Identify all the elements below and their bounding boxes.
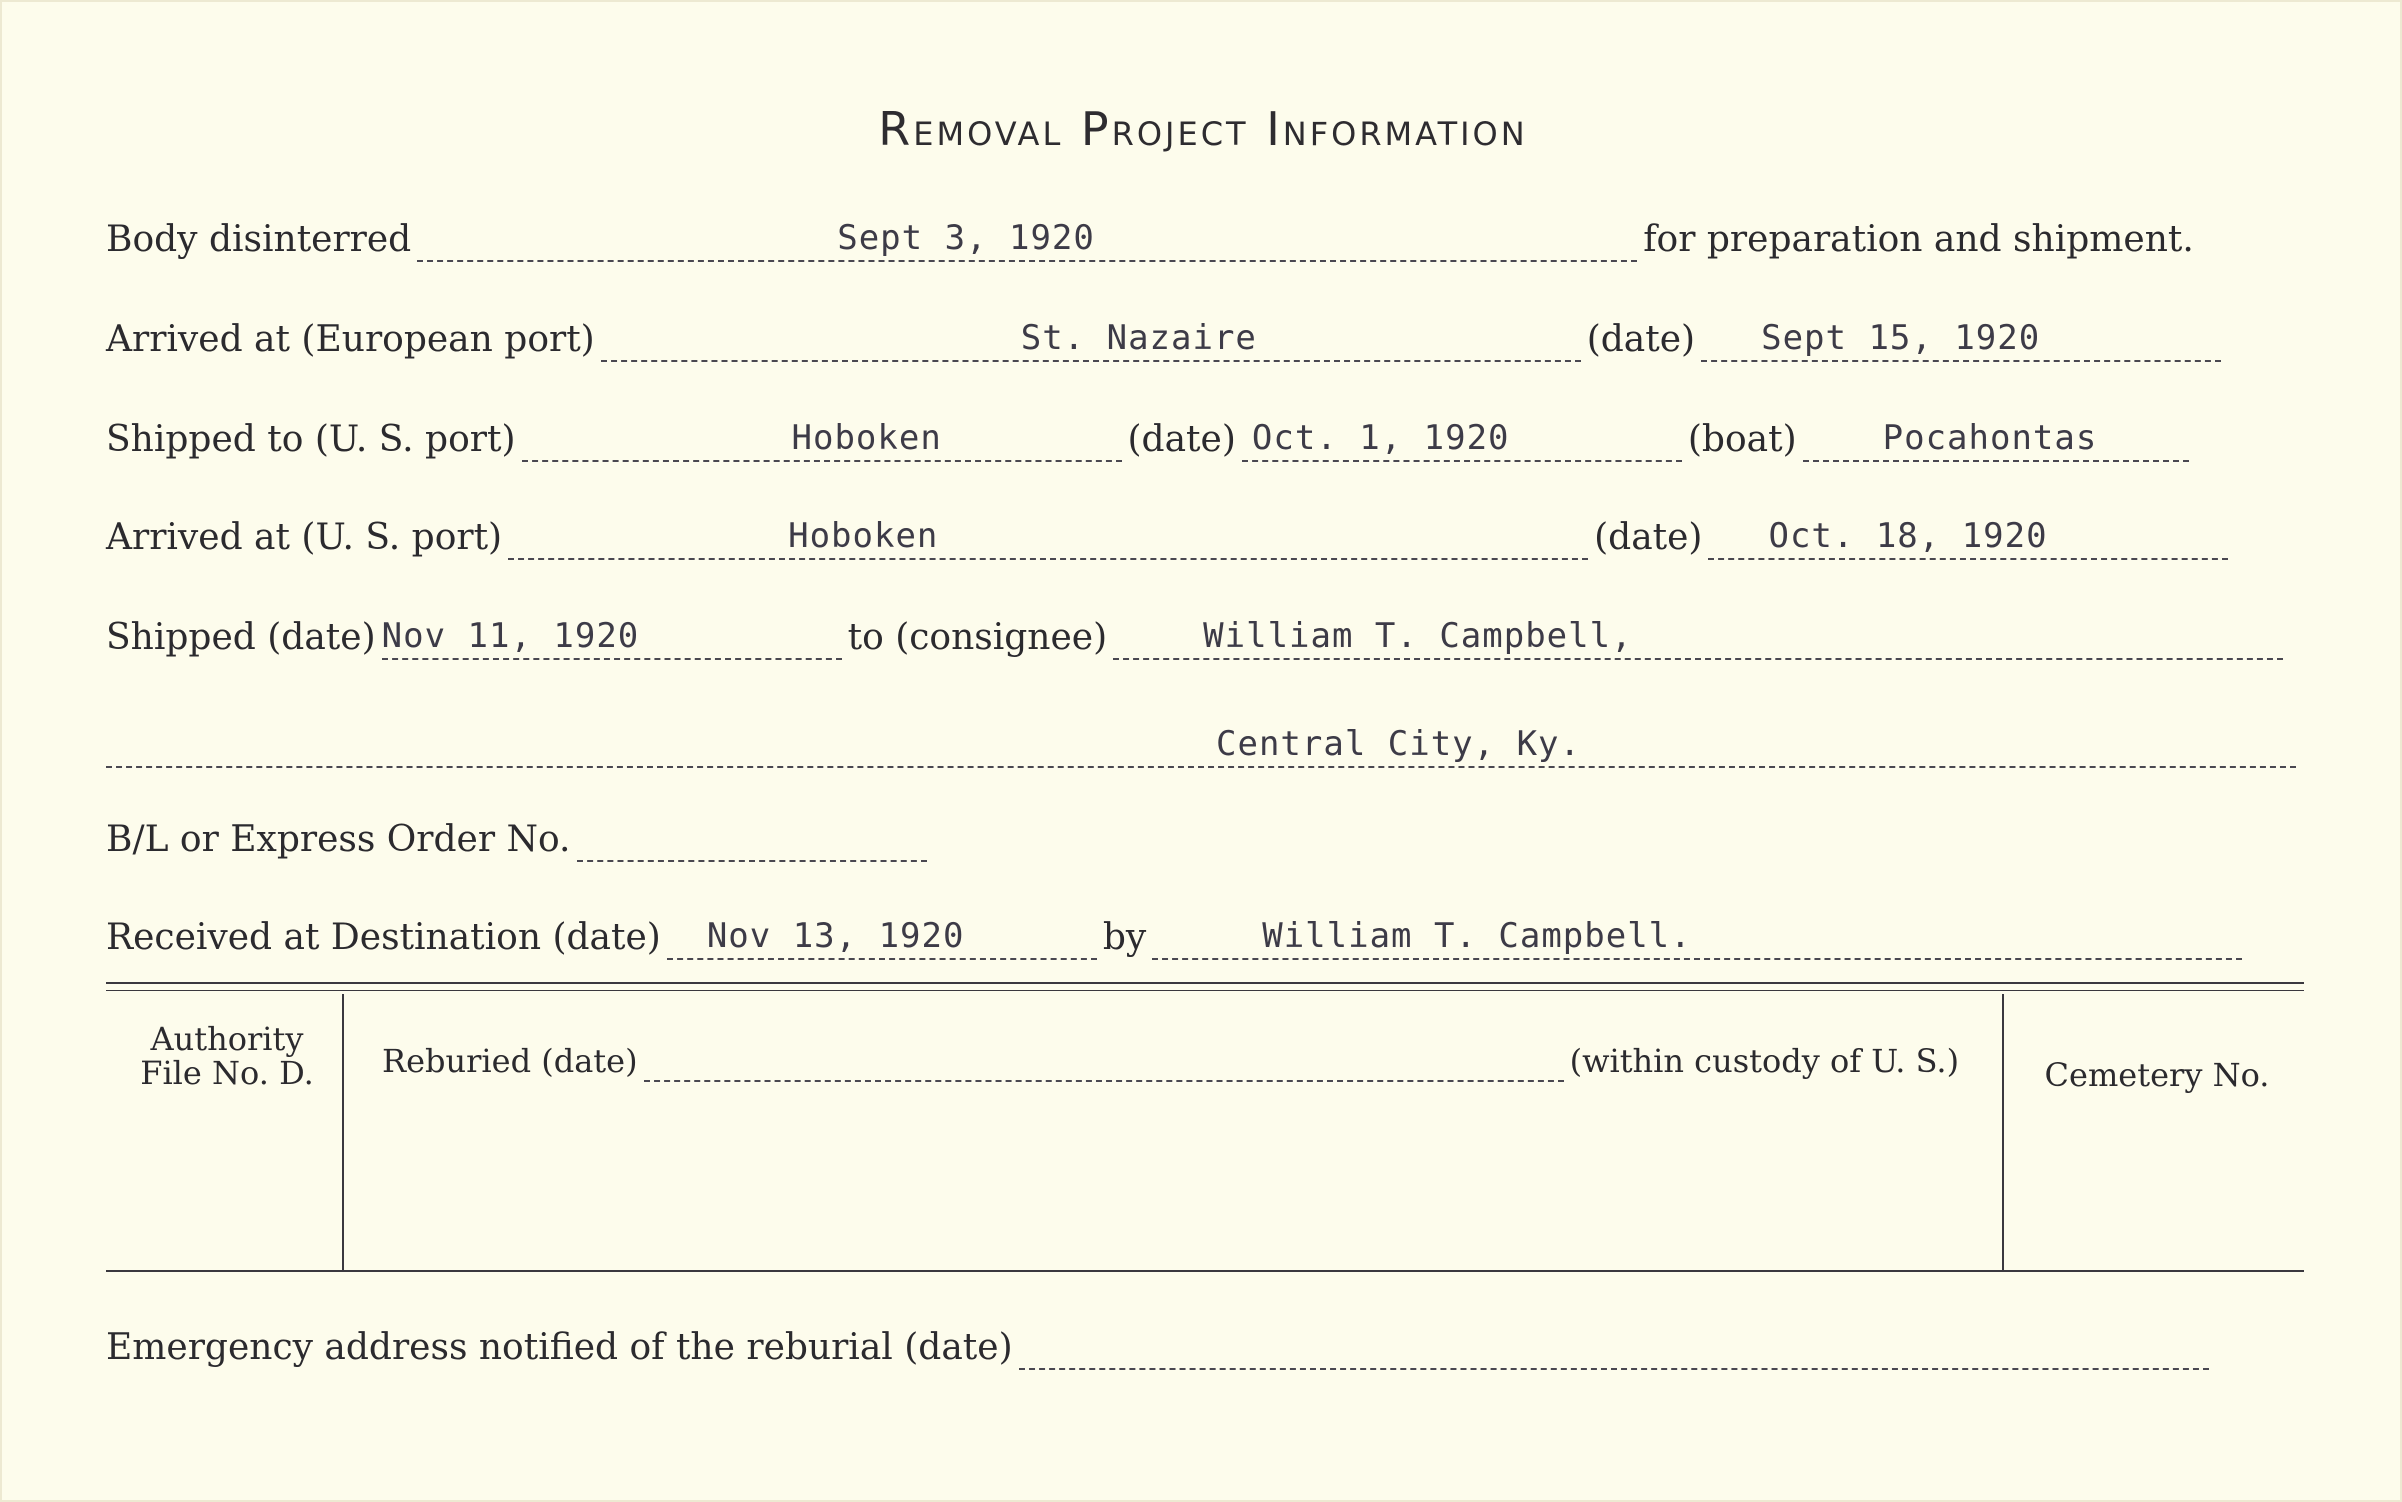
arrived-european-label: Arrived at (European port) xyxy=(106,319,595,360)
arrived-european-port-value: St. Nazaire xyxy=(1020,318,1257,358)
authority-line-2: File No. D. xyxy=(140,1054,314,1092)
arrived-european-date-label: (date) xyxy=(1586,319,1696,360)
shipped-us-port-value: Hoboken xyxy=(791,418,942,458)
body-disinterred-label: Body disinterred xyxy=(106,219,412,260)
arrived-european-date-value: Sept 15, 1920 xyxy=(1761,318,2041,358)
received-date-value: Nov 13, 1920 xyxy=(706,916,965,956)
body-disinterred-value: Sept 3, 1920 xyxy=(837,218,1095,258)
box-top-rule-2 xyxy=(106,990,2304,991)
received-label: Received at Destination (date) xyxy=(106,917,661,958)
reburied-label: Reburied (date) xyxy=(382,1042,638,1080)
shipped-us-label: Shipped to (U. S. port) xyxy=(106,419,516,460)
received-by-field[interactable] xyxy=(1152,912,2242,960)
arrived-us-label: Arrived at (U. S. port) xyxy=(106,517,503,558)
arrived-us-date-field[interactable] xyxy=(1708,512,2228,560)
arrived-european-port-field[interactable] xyxy=(601,314,1581,362)
row-body-disinterred xyxy=(106,202,2306,262)
shipped-date-label: Shipped (date) xyxy=(106,617,376,658)
box-top-rule xyxy=(106,982,2304,984)
shipped-date-value: Nov 11, 1920 xyxy=(381,616,640,656)
row-received xyxy=(106,900,2306,960)
bl-field[interactable] xyxy=(577,814,927,862)
shipped-us-date-label: (date) xyxy=(1127,419,1236,460)
shipped-us-port-field[interactable] xyxy=(522,414,1122,462)
emergency-label: Emergency address notified of the reburial (date) xyxy=(106,1327,1013,1368)
row-shipped-us xyxy=(106,402,2306,462)
boat-field[interactable] xyxy=(1803,414,2189,462)
arrived-european-date-field[interactable] xyxy=(1701,314,2221,362)
arrived-us-date-value: Oct. 18, 1920 xyxy=(1768,516,2048,556)
row-shipped-date xyxy=(106,600,2306,660)
cemetery-label: Cemetery No. xyxy=(2044,1056,2270,1094)
authority-file-label xyxy=(122,1022,332,1090)
shipped-us-date-field[interactable] xyxy=(1242,414,1682,462)
received-by-value: William T. Campbell. xyxy=(1262,916,1692,956)
row-arrived-us xyxy=(106,500,2306,560)
consignee-field[interactable] xyxy=(1113,612,2283,660)
box-divider-right xyxy=(2002,994,2004,1270)
box-bottom-rule xyxy=(106,1270,2304,1272)
emergency-date-field[interactable] xyxy=(1019,1322,2209,1370)
boat-value: Pocahontas xyxy=(1882,418,2098,458)
row-reburied xyxy=(382,1032,1982,1082)
received-date-field[interactable] xyxy=(667,912,1097,960)
body-disinterred-suffix: for preparation and shipment. xyxy=(1643,219,2194,260)
row-arrived-european xyxy=(106,302,2306,362)
row-consignee-address xyxy=(106,708,2306,768)
row-emergency xyxy=(106,1310,2306,1370)
arrived-us-date-label: (date) xyxy=(1594,517,1703,558)
box-divider-left xyxy=(342,994,344,1270)
bl-label: B/L or Express Order No. xyxy=(106,819,571,860)
boat-label: (boat) xyxy=(1687,419,1797,460)
row-bl-number xyxy=(106,802,1306,862)
shipped-us-date-value: Oct. 1, 1920 xyxy=(1251,418,1510,458)
page-title: Removal Project Information xyxy=(878,102,1528,156)
reburied-field[interactable] xyxy=(644,1044,1564,1082)
shipped-date-field[interactable] xyxy=(382,612,842,660)
authority-line-1: Authority xyxy=(150,1020,304,1058)
arrived-us-port-value: Hoboken xyxy=(788,516,939,556)
arrived-us-port-field[interactable] xyxy=(508,512,1588,560)
consignee-address-field[interactable] xyxy=(106,720,2296,768)
custody-label: (within custody of U. S.) xyxy=(1569,1042,1960,1080)
consignee-value: William T. Campbell, xyxy=(1203,616,1633,656)
consignee-label: to (consignee) xyxy=(847,617,1108,658)
consignee-address-value: Central City, Ky. xyxy=(1216,724,1581,764)
body-disinterred-field[interactable] xyxy=(417,214,1637,262)
by-label: by xyxy=(1102,917,1147,958)
